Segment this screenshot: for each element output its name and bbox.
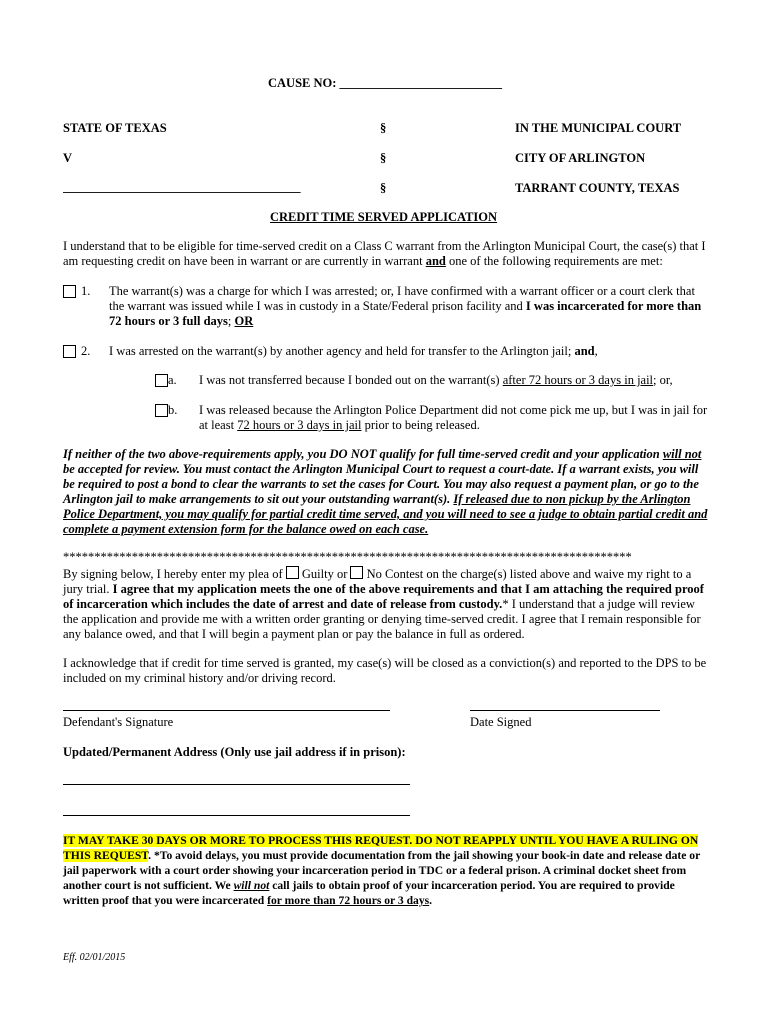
requirement-2-number: 2. [81,344,91,358]
address-label: Updated/Permanent Address (Only use jail address if in prison): [63,745,406,759]
requirement-2-checkbox[interactable] [63,345,76,358]
cause-number-label: CAUSE NO: [268,76,337,90]
address-line-2[interactable] [63,815,410,816]
warning-paragraph: If neither of the two above-requirements apply, you DO NOT qualify for full time-served credit and your application will not be accepted for review. You must contact the Arlington Municipal Court to request a court-date. If a warrant exists, you will be required to post a bond to clear the warrants to set the cases for Court. You may also request a payment plan, or go to the Arlington jail to make arrangements to sit out your outstanding warrant(s). If released due to non pickup by the Arlington Police Department, you may qualify for partial credit time served, and you will need to see a judge to obtain partial credit and complete a payment extension form for the balance owed on each case. [63,447,708,536]
date-signed-label: Date Signed [470,715,532,729]
requirement-2a-letter: a. [168,373,177,387]
form-title: CREDIT TIME SERVED APPLICATION [270,210,498,224]
requirement-2a [155,373,710,388]
cause-number-blank[interactable]: __________________________ [339,76,503,90]
requirement-2a-text: I was not transferred because I bonded out on the warrant(s) after 72 hours or 3 days in jail; or, [199,373,673,387]
intro-and: and [425,254,446,268]
acknowledgment-paragraph: I acknowledge that if credit for time served is granted, my case(s) will be closed as a conviction(s) and reported to the DPS to be included on my criminal history and/or driving record. [63,656,707,685]
requirement-2b-checkbox[interactable] [155,404,168,417]
defendant-signature-line[interactable] [63,710,390,711]
requirement-2b-text: I was released because the Arlington Police Department did not come pick me up, but I was in jail for at least 72 hours or 3 days in jail prior to being released. [199,403,708,432]
requirement-2b-letter: b. [168,403,178,417]
requirement-1 [63,284,713,329]
caption-left-1: STATE OF TEXAS [63,121,167,135]
guilty-checkbox[interactable] [286,566,299,579]
processing-notice: IT MAY TAKE 30 DAYS OR MORE TO PROCESS THIS REQUEST. DO NOT REAPPLY UNTIL YOU HAVE A RULING ON THIS REQUEST. *To avoid delays, you must provide documentation from the jail showing your book-in date and release date or jail paperwork with a court order showing your incarceration period in TDC or a federal prison. A criminal docket sheet from another court is not sufficient. We will not call jails to obtain proof of your incarceration period. You are required to provide written proof that you were incarcerated for more than 72 hours or 3 days. [63,834,701,907]
defendant-name-blank[interactable]: ______________________________________ [63,180,301,194]
caption-right-3: TARRANT COUNTY, TEXAS [515,181,680,195]
no-contest-checkbox[interactable] [350,566,363,579]
separator-stars: ******************************************************************************************* [63,550,632,564]
date-signed-line[interactable] [470,710,660,711]
effective-date: Eff. 02/01/2015 [63,952,126,963]
intro-text: I understand that to be eligible for time-served credit on a Class C warrant from the Arlington Municipal Court, the case(s) that I am requesting credit on have been in warrant or are currently in warrant [63,239,706,268]
address-line-1[interactable] [63,784,410,785]
requirement-2-text: I was arrested on the warrant(s) by another agency and held for transfer to the Arlington jail; and, [109,344,598,358]
caption-right-2: CITY OF ARLINGTON [515,151,646,165]
highlighted-notice: IT MAY TAKE 30 DAYS OR MORE TO PROCESS THIS REQUEST. DO NOT REAPPLY UNTIL YOU HAVE A RULING ON THIS REQUEST [63,834,699,862]
cause-number [268,76,502,91]
requirement-1-number: 1. [81,284,91,298]
requirement-2 [63,344,713,359]
requirement-2a-checkbox[interactable] [155,374,168,387]
defendant-signature-label: Defendant's Signature [63,715,174,729]
caption-left-2: V [63,151,73,165]
caption-sep-3: § [380,181,387,195]
caption-sep-2: § [380,151,387,165]
caption-sep-1: § [380,121,387,135]
requirement-1-checkbox[interactable] [63,285,76,298]
plea-paragraph: By signing below, I hereby enter my plea of Guilty or No Contest on the charge(s) listed above and waive my right to a jury trial. I agree that my application meets the one of the above requirements and that I am attaching the required proof of incarceration which includes the date of arrest and date of release from custody.* I understand that a judge will review the application and provide me with a written order granting or denying time-served credit. I agree that I remain responsible for any balance owed, and that I will begin a payment plan or pay the balance in full as ordered. [63,567,704,641]
intro-text-end: one of the following requirements are met: [445,254,663,268]
requirement-2b [155,403,710,433]
caption-right-1: IN THE MUNICIPAL COURT [515,121,682,135]
intro-paragraph [63,239,708,269]
requirement-1-text: The warrant(s) was a charge for which I was arrested; or, I have confirmed with a warrant officer or a court clerk that the warrant was issued while I was in custody in a State/Federal prison facility and I was incarcerated for more than 72 hours or 3 full days; OR [109,284,702,328]
